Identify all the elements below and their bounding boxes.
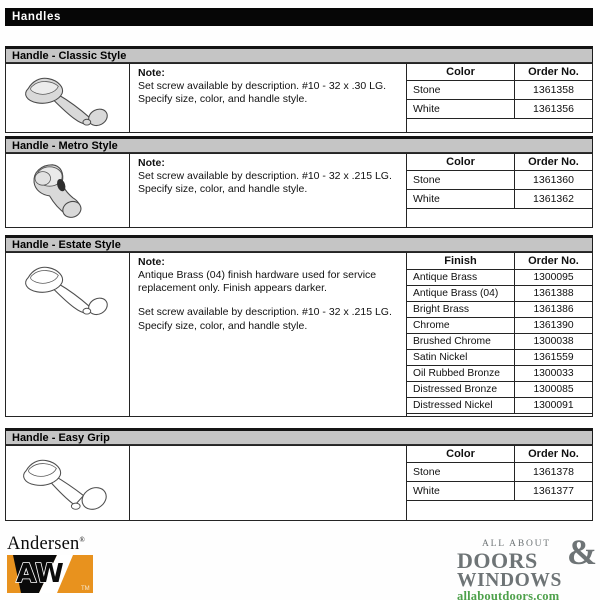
order-table	[407, 64, 592, 119]
table-row	[407, 171, 592, 190]
option-name-cell: Distressed Bronze	[407, 382, 515, 398]
order-no-cell: 1361378	[515, 463, 593, 482]
crank-handle-metro-icon	[20, 159, 116, 223]
note-paragraph: Set screw available by description. #10 - 32 x .30 LG. Specify size, color, and handle style.	[138, 80, 387, 106]
option-name-cell: Distressed Nickel	[407, 398, 515, 414]
note-paragraphs	[138, 170, 397, 196]
section-heading-estate: Handle - Estate Style	[5, 235, 593, 253]
option-name-cell: Stone	[407, 171, 515, 190]
order-no-cell: 1361559	[515, 350, 593, 366]
section-heading-metro: Handle - Metro Style	[5, 136, 593, 154]
table-header-row	[407, 64, 592, 81]
metro-handle-illustration	[6, 154, 130, 227]
table-row	[407, 270, 592, 286]
order-no-column-header: Order No.	[515, 253, 593, 270]
crank-handle-easy-grip-icon	[13, 451, 123, 513]
option-name-cell: Stone	[407, 463, 515, 482]
option-name-cell: White	[407, 100, 515, 119]
order-no-column-header: Order No.	[515, 64, 593, 81]
order-no-cell: 1300091	[515, 398, 593, 414]
table-row	[407, 302, 592, 318]
section-heading-classic: Handle - Classic Style	[5, 46, 593, 64]
easy-grip-handle-illustration	[6, 446, 130, 520]
table-header-row	[407, 253, 592, 270]
estate-handle-illustration	[6, 253, 130, 416]
table-header-row	[407, 154, 592, 171]
table-row	[407, 190, 592, 209]
crank-handle-estate-icon	[15, 258, 121, 316]
order-no-cell: 1361377	[515, 482, 593, 501]
order-no-cell: 1361386	[515, 302, 593, 318]
order-no-cell: 1361358	[515, 81, 593, 100]
note-paragraphs	[138, 80, 397, 106]
table-row	[407, 318, 592, 334]
option-name-cell: Stone	[407, 81, 515, 100]
watermark-all-about: ALL ABOUT	[482, 539, 551, 549]
option-name-cell: Brushed Chrome	[407, 334, 515, 350]
order-table	[407, 446, 592, 501]
table-row	[407, 81, 592, 100]
table-row	[407, 100, 592, 119]
section-table-metro	[5, 153, 593, 228]
table-row	[407, 482, 592, 501]
order-no-cell: 1361390	[515, 318, 593, 334]
allaboutdoors-watermark	[457, 532, 597, 600]
note-cell	[130, 64, 407, 132]
order-table	[407, 253, 592, 414]
order-table-area	[407, 446, 592, 520]
andersen-logo	[7, 535, 99, 593]
note-paragraph: Set screw available by description. #10 - 32 x .215 LG. Specify size, color, and handle style.	[138, 170, 392, 196]
table-row	[407, 334, 592, 350]
table-row	[407, 366, 592, 382]
table-row	[407, 350, 592, 366]
order-no-column-header: Order No.	[515, 446, 593, 463]
watermark-windows: WINDOWS	[457, 569, 562, 591]
option-name-cell: Antique Brass	[407, 270, 515, 286]
aw-letters: AW	[16, 559, 64, 590]
order-no-column-header: Order No.	[515, 154, 593, 171]
table-row	[407, 398, 592, 414]
order-no-cell: 1300085	[515, 382, 593, 398]
note-label: Note:	[138, 256, 165, 268]
color-column-header: Color	[407, 64, 515, 81]
order-no-cell: 1361388	[515, 286, 593, 302]
order-no-cell: 1300095	[515, 270, 593, 286]
order-no-cell: 1361360	[515, 171, 593, 190]
section-table-estate	[5, 252, 593, 417]
note-cell	[130, 253, 407, 416]
note-label: Note:	[138, 67, 165, 79]
color-column-header: Color	[407, 154, 515, 171]
note-paragraph: Antique Brass (04) finish hardware used for service replacement only. Finish appears darker.	[138, 269, 377, 295]
section-table-classic	[5, 63, 593, 133]
order-table	[407, 154, 592, 209]
option-name-cell: Satin Nickel	[407, 350, 515, 366]
section-table-easy-grip	[5, 445, 593, 521]
option-name-cell: Oil Rubbed Bronze	[407, 366, 515, 382]
order-table-area	[407, 64, 592, 132]
watermark-ampersand: &	[567, 532, 597, 572]
trademark-mark: TM	[81, 586, 90, 593]
note-label: Note:	[138, 157, 165, 169]
finish-column-header: Finish	[407, 253, 515, 270]
option-name-cell: White	[407, 482, 515, 501]
table-row	[407, 382, 592, 398]
crank-handle-classic-icon	[15, 69, 121, 127]
note-paragraph: Set screw available by description. #10 - 32 x .215 LG. Specify size, color, and handle style.	[138, 306, 392, 332]
table-row	[407, 463, 592, 482]
color-column-header: Color	[407, 446, 515, 463]
note-paragraphs	[138, 269, 397, 333]
order-no-cell: 1361356	[515, 100, 593, 119]
option-name-cell: White	[407, 190, 515, 209]
page-title: Handles	[5, 8, 593, 26]
option-name-cell: Antique Brass (04)	[407, 286, 515, 302]
note-cell	[130, 446, 407, 520]
section-heading-easy-grip: Handle - Easy Grip	[5, 428, 593, 446]
table-row	[407, 286, 592, 302]
option-name-cell: Chrome	[407, 318, 515, 334]
andersen-wordmark: Andersen®	[7, 534, 86, 554]
note-cell	[130, 154, 407, 227]
watermark-doors: DOORS	[457, 547, 538, 573]
registered-mark: ®	[79, 535, 86, 544]
option-name-cell: Bright Brass	[407, 302, 515, 318]
classic-handle-illustration	[6, 64, 130, 132]
order-no-cell: 1300033	[515, 366, 593, 382]
order-table-area	[407, 154, 592, 227]
order-no-cell: 1300038	[515, 334, 593, 350]
watermark-url: allaboutdoors.com	[457, 589, 560, 600]
order-table-area	[407, 253, 592, 416]
order-no-cell: 1361362	[515, 190, 593, 209]
andersen-aw-monogram-icon	[7, 555, 93, 593]
table-header-row	[407, 446, 592, 463]
